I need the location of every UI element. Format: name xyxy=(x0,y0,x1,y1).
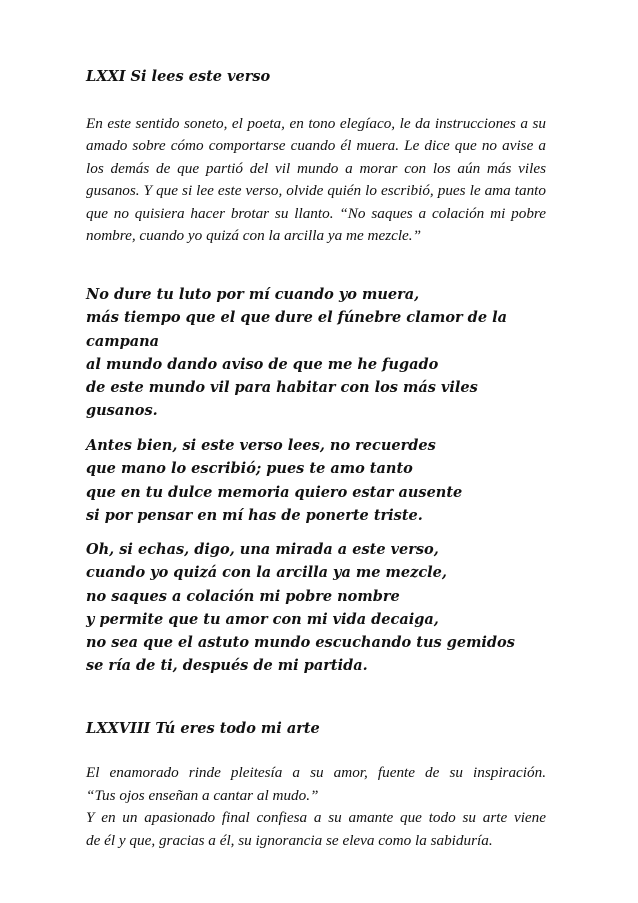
section-intro-lxxi: En este sentido soneto, el poeta, en tono elegíaco, le da instrucciones a su amado sobre cómo comportarse cuando él muera. Le dice que no avise a los demás de que partió del vil mundo a morar con los aún más viles gusanos. Y que si lee este verso, olvide quién lo escribió, pues le ama tanto que no quisiera hacer brotar su llanto. “No saques a colación mi pobre nombre, cuando yo quizá con la arcilla ya me mezcle.” xyxy=(86,115,546,245)
poem-line: si por pensar en mí has de ponerte triste. xyxy=(86,506,423,524)
poem-line: y permite que tu amor con mi vida decaiga, xyxy=(86,610,439,628)
section-heading-lxxviii: LXXVIII Tú eres todo mi arte xyxy=(86,720,320,737)
poem-line: al mundo dando aviso de que me he fugado xyxy=(86,355,439,373)
poem-line: Oh, si echas, digo, una mirada a este verso, xyxy=(86,541,439,558)
poem-line: de este mundo vil para habitar con los más viles xyxy=(86,379,478,397)
poem-line: se ría de ti, después de mi partida. xyxy=(86,657,368,675)
poem-line: cuando yo quizá con la arcilla ya me mezcle, xyxy=(86,564,447,582)
intro-line: “Tus ojos enseñan a cantar al mudo.” xyxy=(86,786,319,804)
poem-line: no saques a colación mi pobre nombre xyxy=(86,587,400,605)
intro-line: de él y que, gracias a él, su ignorancia se eleva como la sabiduría. xyxy=(86,831,493,849)
poem-line: más tiempo que el que dure el fúnebre clamor de la xyxy=(86,309,507,327)
poem-stanza-1 xyxy=(86,283,556,423)
poem-stanza-2 xyxy=(86,434,556,527)
intro-line: Y en un apasionado final confiesa a su amante que todo su arte viene xyxy=(86,809,546,827)
poem-stanza-3 xyxy=(86,538,556,678)
poem-line: campana xyxy=(86,332,160,350)
intro-line: El enamorado rinde pleitesía a su amor, fuente de su inspiración. xyxy=(86,764,546,781)
poem-line: que en tu dulce memoria quiero estar ausente xyxy=(86,483,463,501)
poem-line: No dure tu luto por mí cuando yo muera, xyxy=(86,286,420,303)
poem-line: no sea que el astuto mundo escuchando tus gemidos xyxy=(86,634,515,652)
poem-line: gusanos. xyxy=(86,402,158,420)
section-intro-lxxviii xyxy=(86,762,546,852)
poem-line: Antes bien, si este verso lees, no recuerdes xyxy=(86,437,436,454)
section-heading-lxxi: LXXI Si lees este verso xyxy=(86,68,271,85)
poem-line: que mano lo escribió; pues te amo tanto xyxy=(86,460,413,478)
